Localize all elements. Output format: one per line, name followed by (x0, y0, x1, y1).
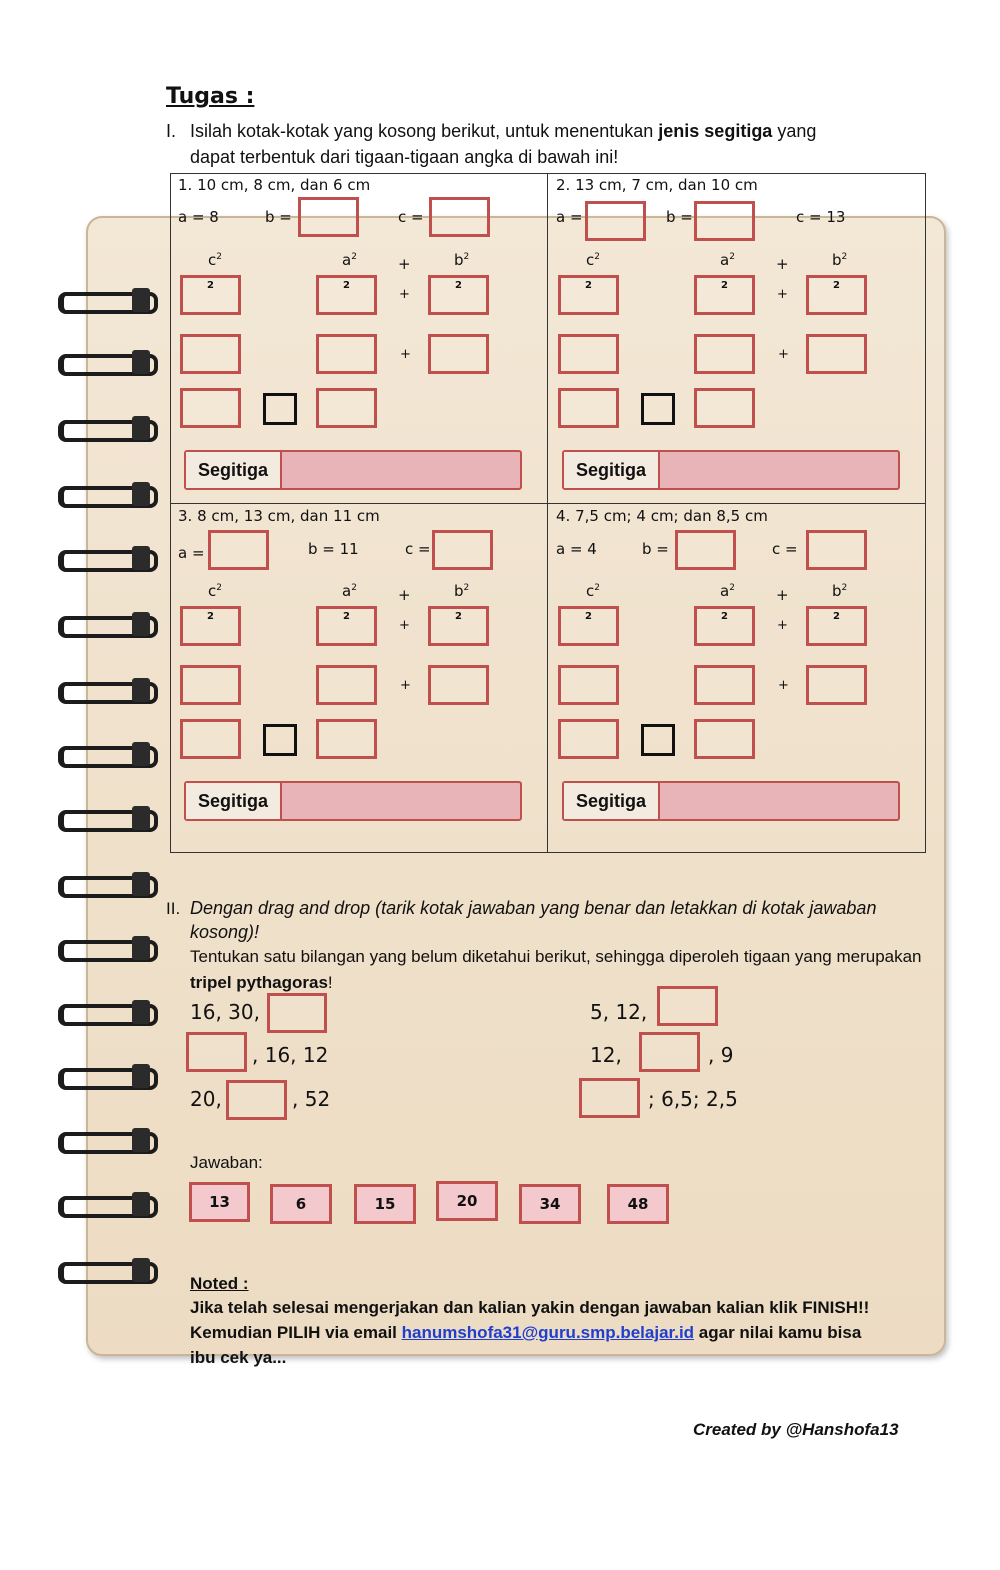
plus-sign: + (777, 287, 788, 302)
plus-sign: + (778, 678, 789, 693)
triple-6-text: ; 6,5; 2,5 (648, 1087, 738, 1111)
squared-label-c2 (586, 251, 600, 269)
exponent: 2 (351, 583, 357, 593)
part2-line1: Dengan drag and drop (tarik kotak jawaban yang benar dan letakkan di kotak jawaban (190, 898, 877, 918)
squared-label-a2 (342, 251, 357, 269)
plus-sign: + (399, 287, 410, 302)
value-input-c[interactable] (180, 665, 241, 705)
ring-hole (132, 1192, 150, 1216)
triple-3-drop[interactable] (226, 1080, 287, 1120)
ring-hole (132, 1258, 150, 1282)
exponent: 2 (594, 583, 600, 593)
value-input-c[interactable] (558, 334, 619, 374)
value-input-a[interactable] (694, 665, 755, 705)
problem-header: 3. 8 cm, 13 cm, dan 11 cm (178, 507, 380, 525)
exponent: 2 (351, 252, 357, 262)
spiral-ring (58, 284, 150, 316)
exponent-mark: 2 (343, 611, 350, 622)
var-letter: a (720, 582, 730, 600)
field-a-label: a = (178, 544, 205, 562)
part2-line3: Tentukan satu bilangan yang belum diketahui berikut, sehingga diperoleh tigaan yang merupakan (190, 947, 922, 966)
var-letter: b (832, 251, 842, 269)
ring-hole (132, 806, 150, 830)
field-c-label: c = (772, 540, 798, 558)
squared-input-b[interactable] (428, 606, 489, 646)
exponent: 2 (841, 583, 848, 593)
spiral-ring (58, 1254, 150, 1286)
squared-input-c[interactable] (180, 606, 241, 646)
exponent: 2 (216, 252, 222, 262)
triple-6-drop[interactable] (579, 1078, 640, 1118)
var-letter: a (342, 251, 352, 269)
triangle-type-label: Segitiga (186, 783, 282, 819)
sum-input-left[interactable] (558, 719, 619, 759)
note-line3: ibu cek ya... (190, 1348, 287, 1367)
var-letter: c (208, 251, 217, 269)
triple-4-text: 5, 12, (590, 1000, 648, 1024)
squared-label-a2 (720, 251, 735, 269)
problem-2 (548, 173, 926, 503)
exponent-mark: 2 (207, 280, 214, 291)
note-line2-post: agar nilai kamu bisa (694, 1323, 862, 1342)
exponent-mark: 2 (585, 280, 592, 291)
sum-input-right[interactable] (694, 388, 755, 428)
field-c-label: c = (405, 540, 431, 558)
var-letter: b (454, 582, 464, 600)
squared-input-c[interactable] (558, 606, 619, 646)
problem-header: 1. 10 cm, 8 cm, dan 6 cm (178, 176, 371, 194)
squared-input-a[interactable] (316, 606, 377, 646)
triangle-type-field[interactable] (562, 450, 900, 490)
spiral-ring (58, 868, 150, 900)
spiral-ring (58, 346, 150, 378)
value-input-c[interactable] (180, 334, 241, 374)
problem-3 (170, 504, 548, 834)
part2-line4-end: ! (327, 973, 333, 992)
value-input-a[interactable] (316, 665, 377, 705)
triple-4-drop[interactable] (657, 986, 718, 1026)
ring-hole (132, 872, 150, 896)
triple-5-drop[interactable] (639, 1032, 700, 1072)
var-letter: a (720, 251, 730, 269)
note-line1: Jika telah selesai mengerjakan dan kalian yakin dengan jawaban kalian klik FINISH!! (190, 1298, 870, 1317)
squared-input-a[interactable] (694, 275, 755, 315)
exponent: 2 (216, 583, 222, 593)
squared-input-b[interactable] (806, 606, 867, 646)
spiral-ring (58, 996, 150, 1028)
sum-input-right[interactable] (694, 719, 755, 759)
exponent-mark: 2 (585, 611, 592, 622)
part1-instruction (190, 121, 816, 142)
side-input[interactable] (298, 197, 359, 237)
sum-input-left[interactable] (180, 719, 241, 759)
side-input[interactable] (675, 530, 736, 570)
value-input-b[interactable] (428, 334, 489, 374)
squared-label-c2 (208, 251, 222, 269)
squared-label-b2 (454, 251, 469, 269)
var-letter: a (342, 582, 352, 600)
squared-label-a2 (342, 582, 357, 600)
exponent-mark: 2 (833, 611, 840, 622)
side-input[interactable] (429, 197, 490, 237)
exponent-mark: 2 (343, 280, 350, 291)
squared-label-c2 (208, 582, 222, 600)
squared-input-c[interactable] (180, 275, 241, 315)
exponent-mark: 2 (721, 280, 728, 291)
field-b-label: b = (265, 208, 292, 226)
part2-line4 (190, 973, 333, 993)
triple-5-text-b: , 9 (708, 1043, 734, 1067)
triple-1-text: 16, 30, (190, 1000, 260, 1024)
answer-tile[interactable]: 13 (189, 1182, 250, 1222)
plus-sign: + (400, 678, 411, 693)
sum-input-left[interactable] (558, 388, 619, 428)
spiral-ring (58, 478, 150, 510)
field-b-label: b = (666, 208, 693, 226)
triple-3-text-a: 20, (190, 1087, 222, 1111)
plus-sign: + (776, 586, 789, 604)
answer-tile[interactable]: 20 (436, 1181, 498, 1221)
ring-hole (132, 936, 150, 960)
spiral-ring (58, 1124, 150, 1156)
ring-hole (132, 1064, 150, 1088)
spiral-ring (58, 802, 150, 834)
triangle-type-label: Segitiga (564, 452, 660, 488)
answer-tile[interactable]: 48 (607, 1184, 669, 1224)
triple-2-text: , 16, 12 (252, 1043, 329, 1067)
exponent-mark: 2 (207, 611, 214, 622)
spiral-ring (58, 1060, 150, 1092)
exponent: 2 (841, 252, 848, 262)
note-line2-pre: Kemudian PILIH via email (190, 1323, 402, 1342)
exponent-mark: 2 (455, 280, 462, 291)
ring-hole (132, 546, 150, 570)
email-link[interactable]: hanumshofa31@guru.smp.belajar.id (401, 1323, 695, 1342)
exponent-mark: 2 (455, 611, 462, 622)
problem-1 (170, 173, 548, 503)
plus-sign: + (399, 618, 410, 633)
triangle-type-field[interactable] (184, 781, 522, 821)
var-letter: b (454, 251, 464, 269)
problem-header: 4. 7,5 cm; 4 cm; dan 8,5 cm (556, 507, 768, 525)
plus-sign: + (776, 255, 789, 273)
spiral-ring (58, 412, 150, 444)
side-input[interactable] (694, 201, 755, 241)
spiral-ring (58, 1188, 150, 1220)
problem-4 (548, 504, 926, 834)
squared-label-b2 (832, 582, 847, 600)
triple-2-drop[interactable] (186, 1032, 247, 1072)
part1-instruction-pre: Isilah kotak-kotak yang kosong berikut, untuk menentukan (190, 121, 659, 141)
value-input-b[interactable] (428, 665, 489, 705)
part1-instruction-line2: dapat terbentuk dari tigaan-tigaan angka di bawah ini! (190, 147, 619, 167)
plus-sign: + (398, 255, 411, 273)
side-input[interactable] (432, 530, 493, 570)
ring-hole (132, 416, 150, 440)
side-input[interactable] (208, 530, 269, 570)
exponent: 2 (729, 252, 735, 262)
triangle-type-label: Segitiga (564, 783, 660, 819)
spiral-ring (58, 608, 150, 640)
answers-label: Jawaban: (190, 1153, 263, 1172)
field-a-label: a = 4 (556, 540, 597, 558)
squared-input-b[interactable] (806, 275, 867, 315)
triangle-type-label: Segitiga (186, 452, 282, 488)
ring-hole (132, 1000, 150, 1024)
ring-hole (132, 742, 150, 766)
part2-line2: kosong)! (190, 922, 260, 942)
comparison-sign-input[interactable] (263, 393, 297, 425)
comparison-sign-input[interactable] (641, 393, 675, 425)
problem-header: 2. 13 cm, 7 cm, dan 10 cm (556, 176, 758, 194)
part2-line4-bold: tripel pythagoras (190, 973, 328, 992)
comparison-sign-input[interactable] (641, 724, 675, 756)
value-input-a[interactable] (694, 334, 755, 374)
triangle-type-field[interactable] (184, 450, 522, 490)
plus-sign: + (400, 347, 411, 362)
spiral-ring (58, 542, 150, 574)
field-a-label: a = 8 (178, 208, 219, 226)
field-c-label: c = 13 (796, 208, 846, 226)
comparison-sign-input[interactable] (263, 724, 297, 756)
ring-hole (132, 678, 150, 702)
sum-input-left[interactable] (180, 388, 241, 428)
exponent: 2 (729, 583, 735, 593)
value-input-b[interactable] (806, 334, 867, 374)
plus-sign: + (398, 586, 411, 604)
plus-sign: + (778, 347, 789, 362)
var-letter: b (832, 582, 842, 600)
ring-hole (132, 1128, 150, 1152)
squared-input-a[interactable] (694, 606, 755, 646)
var-letter: c (586, 251, 595, 269)
field-a-label: a = (556, 208, 583, 226)
answer-tile[interactable]: 34 (519, 1184, 581, 1224)
field-b-label: b = (642, 540, 669, 558)
squared-label-b2 (832, 251, 847, 269)
spiral-ring (58, 932, 150, 964)
part1-instruction-bold: jenis segitiga (658, 121, 773, 141)
side-input[interactable] (806, 530, 867, 570)
field-b-label: b = 11 (308, 540, 359, 558)
ring-hole (132, 350, 150, 374)
var-letter: c (208, 582, 217, 600)
squared-label-b2 (454, 582, 469, 600)
exponent: 2 (594, 252, 600, 262)
note-title: Noted : (190, 1274, 249, 1293)
value-input-b[interactable] (806, 665, 867, 705)
page-title: Tugas : (166, 84, 255, 109)
part2-roman: II. (166, 899, 181, 918)
exponent-mark: 2 (721, 611, 728, 622)
ring-hole (132, 612, 150, 636)
side-input[interactable] (585, 201, 646, 241)
triple-5-text-a: 12, (590, 1043, 622, 1067)
part1-instruction-post: yang (772, 121, 817, 141)
answer-tile[interactable]: 15 (354, 1184, 416, 1224)
ring-hole (132, 482, 150, 506)
spiral-ring (58, 674, 150, 706)
sum-input-right[interactable] (316, 388, 377, 428)
ring-hole (132, 288, 150, 312)
plus-sign: + (777, 618, 788, 633)
spiral-ring (58, 738, 150, 770)
answer-tile[interactable]: 6 (270, 1184, 332, 1224)
exponent: 2 (463, 583, 470, 593)
squared-input-a[interactable] (316, 275, 377, 315)
part1-roman: I. (166, 121, 177, 141)
exponent: 2 (463, 252, 470, 262)
var-letter: c (586, 582, 595, 600)
note-line2 (190, 1323, 861, 1343)
squared-input-c[interactable] (558, 275, 619, 315)
credit: Created by @Hanshofa13 (693, 1420, 899, 1439)
field-c-label: c = (398, 208, 424, 226)
triple-3-text-b: , 52 (292, 1087, 331, 1111)
triangle-type-field[interactable] (562, 781, 900, 821)
sum-input-right[interactable] (316, 719, 377, 759)
squared-label-c2 (586, 582, 600, 600)
exponent-mark: 2 (833, 280, 840, 291)
squared-input-b[interactable] (428, 275, 489, 315)
triple-1-drop[interactable] (267, 993, 327, 1033)
squared-label-a2 (720, 582, 735, 600)
value-input-c[interactable] (558, 665, 619, 705)
value-input-a[interactable] (316, 334, 377, 374)
